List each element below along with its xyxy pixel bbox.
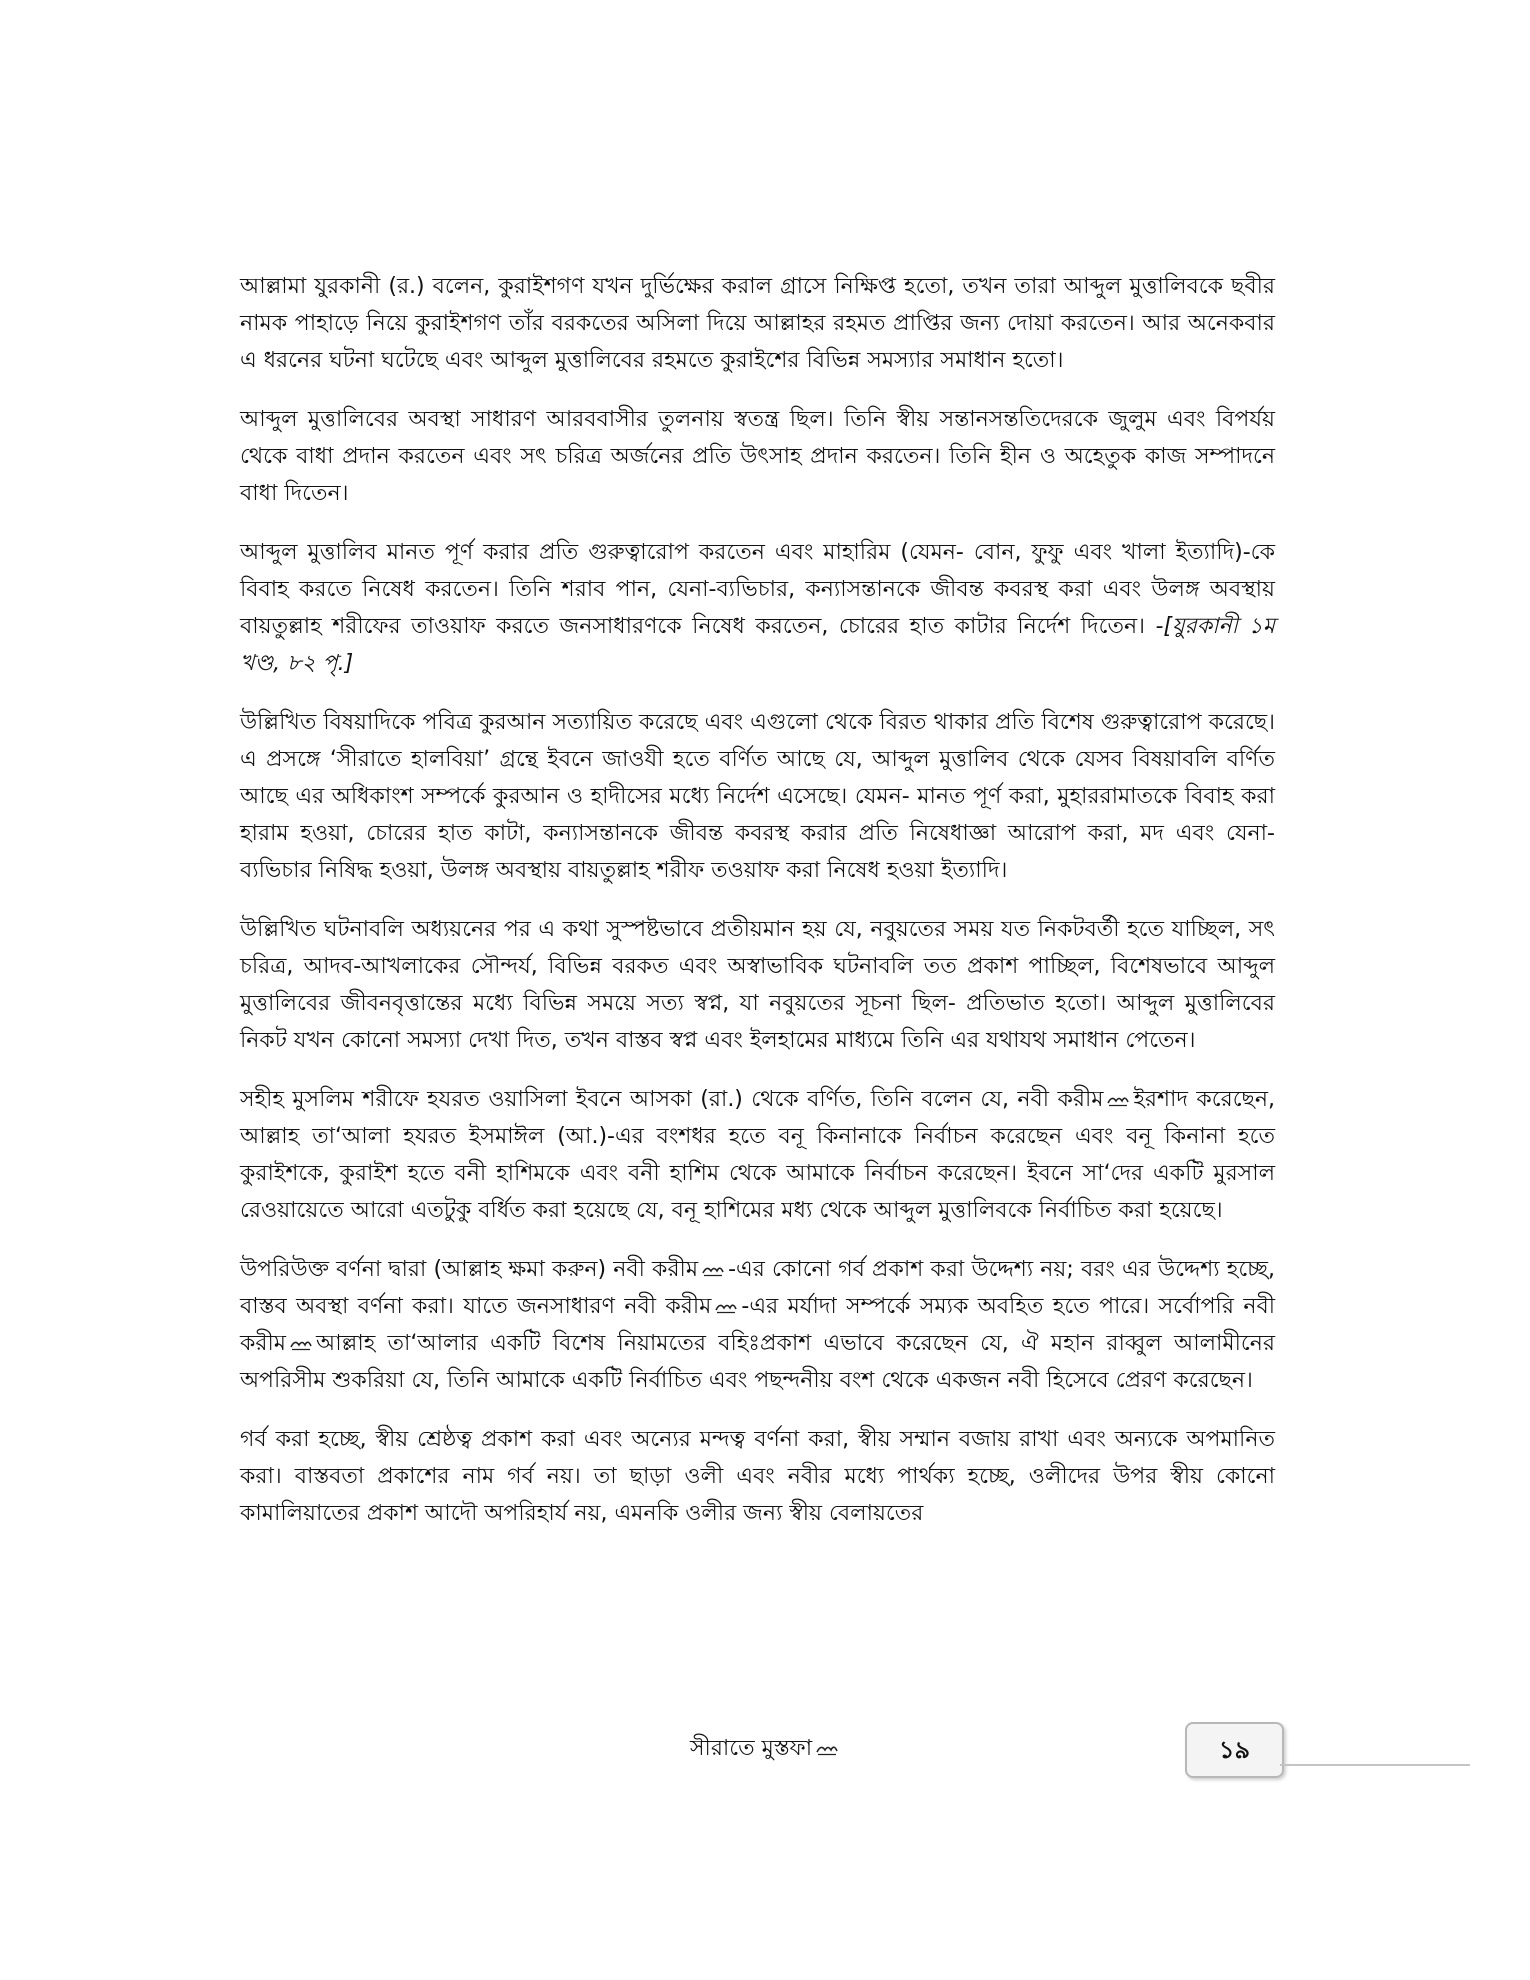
footer-rule [1280, 1764, 1470, 1766]
paragraph-text: আব্দুল মুত্তালিব মানত পূর্ণ করার প্রতি গুরুত্বারোপ করতেন এবং মাহারিম (যেমন- বোন, ফুফু এবং খালা ইত্যাদি)-কে বিবাহ করতে নিষেধ করতেন। তিনি শরাব পান, যেনা-ব্যভিচার, কন্যাসন্তানকে জীবন্ত কবরস্থ করা এবং উলঙ্গ অবস্থায় বায়তুল্লাহ শরীফের তাওয়াফ করতে জনসাধারণকে নিষেধ করতেন, চোরের হাত কাটার নির্দেশ দিতেন। [240, 540, 1275, 639]
paragraph-4 [240, 704, 1275, 889]
paragraph-text: আল্লামা যুরকানী (র.) বলেন, কুরাইশগণ যখন দুর্ভিক্ষের করাল গ্রাসে নিক্ষিপ্ত হতো, তখন তারা আব্দুল মুত্তালিবকে ছবীর নামক পাহাড়ে নিয়ে কুরাইশগণ তাঁর বরকতের অসিলা দিয়ে আল্লাহর রহমত প্রাপ্তির জন্য দোয়া করতেন। আর অনেকবার এ ধরনের ঘটনা ঘটেছে এবং আব্দুল মুত্তালিবের রহমতে কুরাইশের বিভিন্ন সমস্যার সমাধান হতো। [240, 274, 1275, 373]
paragraph-1 [240, 268, 1275, 379]
salutation-icon [816, 1742, 838, 1756]
paragraph-3 [240, 534, 1275, 682]
salutation-icon [715, 1300, 737, 1314]
paragraph-text: গর্ব করা হচ্ছে, স্বীয় শ্রেষ্ঠত্ব প্রকাশ করা এবং অন্যের মন্দত্ব বর্ণনা করা, স্বীয় সম্মান বজায় রাখা এবং অন্যকে অপমানিত করা। বাস্তবতা প্রকাশের নাম গর্ব নয়। তা ছাড়া ওলী এবং নবীর মধ্যে পার্থক্য হচ্ছে, ওলীদের উপর স্বীয় কোনো কামালিয়াতের প্রকাশ আদৌ অপরিহার্য নয়, এমনকি ওলীর জন্য স্বীয় বেলায়তের [240, 1427, 1275, 1526]
salutation-icon [1107, 1093, 1129, 1107]
running-title-text: সীরাতে মুস্তফা [690, 1736, 813, 1761]
paragraph-text: আব্দুল মুত্তালিবের অবস্থা সাধারণ আরববাসীর তুলনায় স্বতন্ত্র ছিল। তিনি স্বীয় সন্তানসন্ততিদেরকে জুলুম এবং বিপর্যয় থেকে বাধা প্রদান করতেন এবং সৎ চরিত্র অর্জনের প্রতি উৎসাহ প্রদান করতেন। তিনি হীন ও অহেতুক কাজ সম্পাদনে বাধা দিতেন। [240, 407, 1275, 506]
body-text [240, 268, 1275, 1554]
page-number-tab [1185, 1722, 1284, 1778]
paragraph-6 [240, 1081, 1275, 1229]
paragraph-text: -এর কোনো গর্ব প্রকাশ করা উদ্দেশ্য নয়; বরং এর উদ্দেশ্য হচ্ছে, বাস্তব অবস্থা বর্ণনা করা। যাতে জনসাধারণ নবী করীম [240, 1257, 1275, 1319]
salutation-icon [290, 1337, 312, 1351]
paragraph-7 [240, 1251, 1275, 1399]
paragraph-text: আল্লাহ তা‘আলার একটি বিশেষ নিয়ামতের বহিঃপ্রকাশ এভাবে করেছেন যে, ঐ মহান রাব্বুল আলামীনের অপরিসীম শুকরিয়া যে, তিনি আমাকে একটি নির্বাচিত এবং পছন্দনীয় বংশ থেকে একজন নবী হিসেবে প্রেরণ করেছেন। [240, 1331, 1275, 1393]
paragraph-text: উল্লিখিত বিষয়াদিকে পবিত্র কুরআন সত্যায়িত করেছে এবং এগুলো থেকে বিরত থাকার প্রতি বিশেষ গুরুত্বারোপ করেছে। এ প্রসঙ্গে ‘সীরাতে হালবিয়া’ গ্রন্থে ইবনে জাওযী হতে বর্ণিত আছে যে, আব্দুল মুত্তালিব থেকে যেসব বিষয়াবলি বর্ণিত আছে এর অধিকাংশ সম্পর্কে কুরআন ও হাদীসের মধ্যে নির্দেশ এসেছে। যেমন- মানত পূর্ণ করা, মুহাররামাতকে বিবাহ করা হারাম হওয়া, চোরের হাত কাটা, কন্যাসন্তানকে জীবন্ত কবরস্থ করার প্রতি নিষেধাজ্ঞা আরোপ করা, মদ এবং যেনা-ব্যভিচার নিষিদ্ধ হওয়া, উলঙ্গ অবস্থায় বায়তুল্লাহ শরীফ তওয়াফ করা নিষেধ হওয়া ইত্যাদি। [240, 710, 1275, 883]
paragraph-text: উপরিউক্ত বর্ণনা দ্বারা (আল্লাহ ক্ষমা করুন) নবী করীম [240, 1257, 699, 1282]
paragraph-5 [240, 911, 1275, 1059]
paragraph-text: উল্লিখিত ঘটনাবলি অধ্যয়নের পর এ কথা সুস্পষ্টভাবে প্রতীয়মান হয় যে, নবুয়তের সময় যত নিকটবর্তী হতে যাচ্ছিল, সৎ চরিত্র, আদব-আখলাকের সৌন্দর্য, বিভিন্ন বরকত এবং অস্বাভাবিক ঘটনাবলি তত প্রকাশ পাচ্ছিল, বিশেষভাবে আব্দুল মুত্তালিবের জীবনবৃত্তান্তের মধ্যে বিভিন্ন সময়ে সত্য স্বপ্ন, যা নবুয়তের সূচনা ছিল- প্রতিভাত হতো। আব্দুল মুত্তালিবের নিকট যখন কোনো সমস্যা দেখা দিত, তখন বাস্তব স্বপ্ন এবং ইলহামের মাধ্যমে তিনি এর যথাযথ সমাধান পেতেন। [240, 917, 1275, 1053]
salutation-icon [702, 1263, 724, 1277]
paragraph-text: -এর মর্যাদা সম্পর্কে সম্যক অবহিত হতে পারে। সর্বোপরি নবী করীম [240, 1294, 1275, 1356]
paragraph-8 [240, 1421, 1275, 1532]
paragraph-2 [240, 401, 1275, 512]
running-title [690, 1734, 842, 1764]
paragraph-text: ইরশাদ করেছেন, আল্লাহ তা‘আলা হযরত ইসমাঈল (আ.)-এর বংশধর হতে বনূ কিনানাকে নির্বাচন করেছেন এবং বনূ কিনানা হতে কুরাইশকে, কুরাইশ হতে বনী হাশিমকে এবং বনী হাশিম থেকে আমাকে নির্বাচন করেছেন। ইবনে সা‘দের একটি মুরসাল রেওয়ায়েতে আরো এতটুকু বর্ধিত করা হয়েছে যে, বনূ হাশিমের মধ্য থেকে আব্দুল মুত্তালিবকে নির্বাচিত করা হয়েছে। [240, 1087, 1275, 1223]
page-number: ১৯ [1218, 1736, 1251, 1764]
paragraph-text: সহীহ মুসলিম শরীফে হযরত ওয়াসিলা ইবনে আসকা (রা.) থেকে বর্ণিত, তিনি বলেন যে, নবী করীম [240, 1087, 1104, 1112]
citation-reference: -[যুরকানী ১ম খণ্ড, ৮২ পৃ.] [240, 614, 1275, 676]
page-footer [0, 1722, 1530, 1782]
